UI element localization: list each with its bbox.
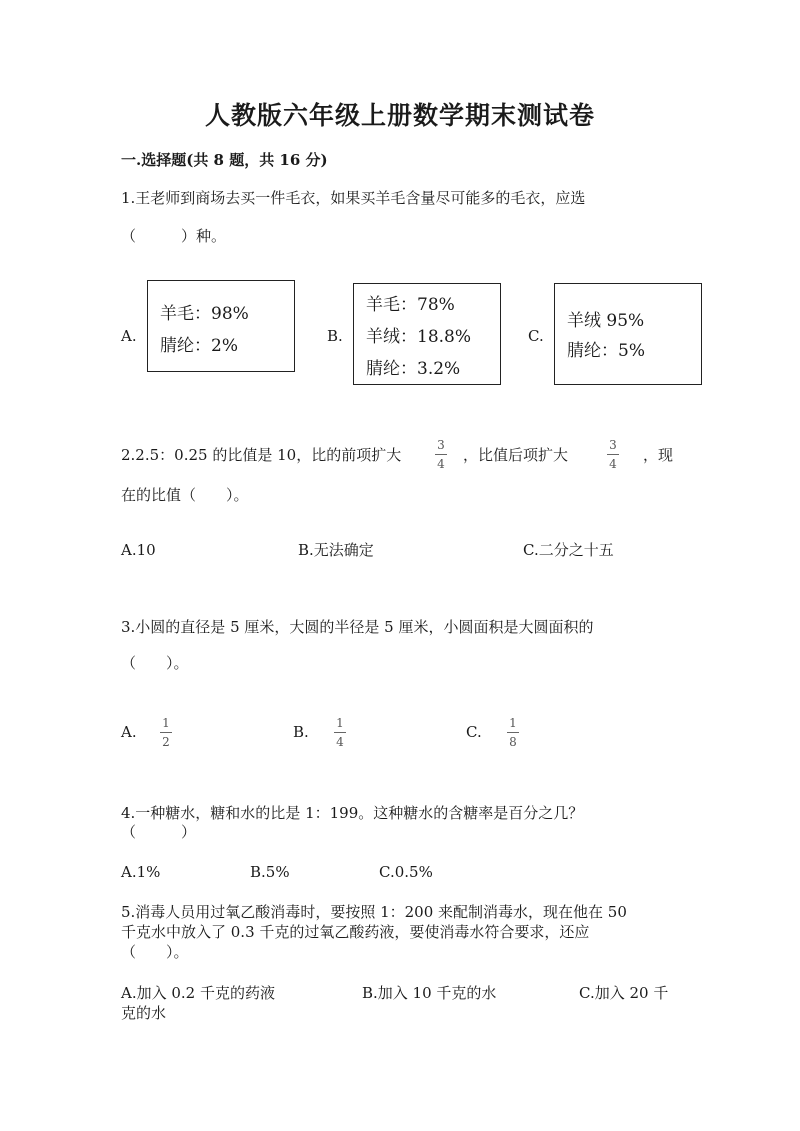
q3-stem-line1: 3.小圆的直径是 5 厘米，大圆的半径是 5 厘米，小圆面积是大圆面积的	[121, 618, 594, 636]
q1-option-b-line1: 羊毛：78%	[366, 295, 455, 315]
q2-option-a: A.10	[121, 541, 156, 559]
q4-stem-line2: （ ）	[121, 823, 197, 841]
q2-fraction-1-denominator: 4	[437, 457, 445, 471]
q5-stem-line2: 千克水中放入了 0.3 千克的过氧乙酸药液，要使消毒水符合要求，还应	[121, 923, 590, 941]
q1-option-b-line3: 腈纶：3.2%	[366, 359, 461, 379]
q1-option-b-box	[353, 283, 501, 385]
q3-option-a-fraction	[158, 716, 174, 749]
q4-option-c: C.0.5%	[379, 863, 433, 881]
q1-option-c-line2: 腈纶：5%	[567, 341, 645, 361]
q1-option-c-label: C.	[528, 327, 544, 345]
q1-option-a-label: A.	[121, 327, 137, 345]
q3-option-b-denominator: 4	[336, 735, 344, 749]
q3-option-a-denominator: 2	[162, 735, 170, 749]
q1-stem-line1: 1.王老师到商场去买一件毛衣，如果买羊毛含量尽可能多的毛衣，应选	[121, 189, 586, 207]
q5-option-c: C.加入 20 千	[579, 984, 669, 1002]
q3-option-a-numerator: 1	[162, 716, 170, 730]
q5-stem-line3: （ ）。	[121, 943, 189, 961]
q5-option-a: A.加入 0.2 千克的药液	[121, 984, 275, 1002]
q2-option-b: B.无法确定	[298, 541, 374, 559]
q2-stem-part2: ，比值后项扩大	[463, 446, 569, 464]
fraction-bar	[435, 454, 447, 455]
q4-option-b: B.5%	[250, 863, 290, 881]
q3-stem-line2: （ ）。	[121, 654, 189, 672]
q5-stem-line1: 5.消毒人员用过氧乙酸消毒时，要按照 1：200 来配制消毒水，现在他在 50	[121, 903, 627, 921]
q1-option-c-box	[554, 283, 702, 385]
fraction-bar	[507, 732, 519, 733]
q1-option-b-label: B.	[327, 327, 343, 345]
q1-stem-line2: （ ）种。	[121, 227, 227, 245]
fraction-bar	[334, 732, 346, 733]
q2-stem-part1: 2.2.5：0.25 的比值是 10，比的前项扩大	[121, 446, 402, 464]
q1-option-a-line2: 腈纶：2%	[160, 336, 238, 356]
q4-stem-line1: 4.一种糖水，糖和水的比是 1：199。这种糖水的含糖率是百分之几？	[121, 804, 584, 822]
q1-option-c-line1: 羊绒 95%	[567, 311, 645, 331]
q1-option-b-line2: 羊绒：18.8%	[366, 327, 472, 347]
q1-option-a-box	[147, 280, 295, 372]
q2-fraction-2-numerator: 3	[609, 438, 617, 452]
q3-option-b-numerator: 1	[336, 716, 344, 730]
q3-option-c-denominator: 8	[509, 735, 517, 749]
q2-fraction-1-numerator: 3	[437, 438, 445, 452]
q5-option-c-wrap: 克的水	[121, 1004, 167, 1022]
q1-option-a-line1: 羊毛：98%	[160, 304, 249, 324]
q3-option-c-fraction	[505, 716, 521, 749]
q2-stem-part3: ，现	[643, 446, 674, 464]
fraction-bar	[160, 732, 172, 733]
q3-option-c-label: C.	[466, 723, 482, 741]
q4-option-a: A.1%	[121, 863, 161, 881]
q3-option-c-numerator: 1	[509, 716, 517, 730]
q3-option-a-label: A.	[121, 723, 137, 741]
q2-fraction-2-denominator: 4	[609, 457, 617, 471]
q2-fraction-2	[605, 438, 621, 471]
section-heading: 一.选择题(共 8 题，共 16 分)	[121, 151, 328, 169]
q3-option-b-label: B.	[293, 723, 309, 741]
q5-option-b: B.加入 10 千克的水	[362, 984, 497, 1002]
q3-option-b-fraction	[332, 716, 348, 749]
q2-stem-line2: 在的比值（ ）。	[121, 486, 249, 504]
q2-option-c: C.二分之十五	[523, 541, 614, 559]
q2-fraction-1	[433, 438, 449, 471]
page-title: 人教版六年级上册数学期末测试卷	[204, 101, 595, 130]
fraction-bar	[607, 454, 619, 455]
